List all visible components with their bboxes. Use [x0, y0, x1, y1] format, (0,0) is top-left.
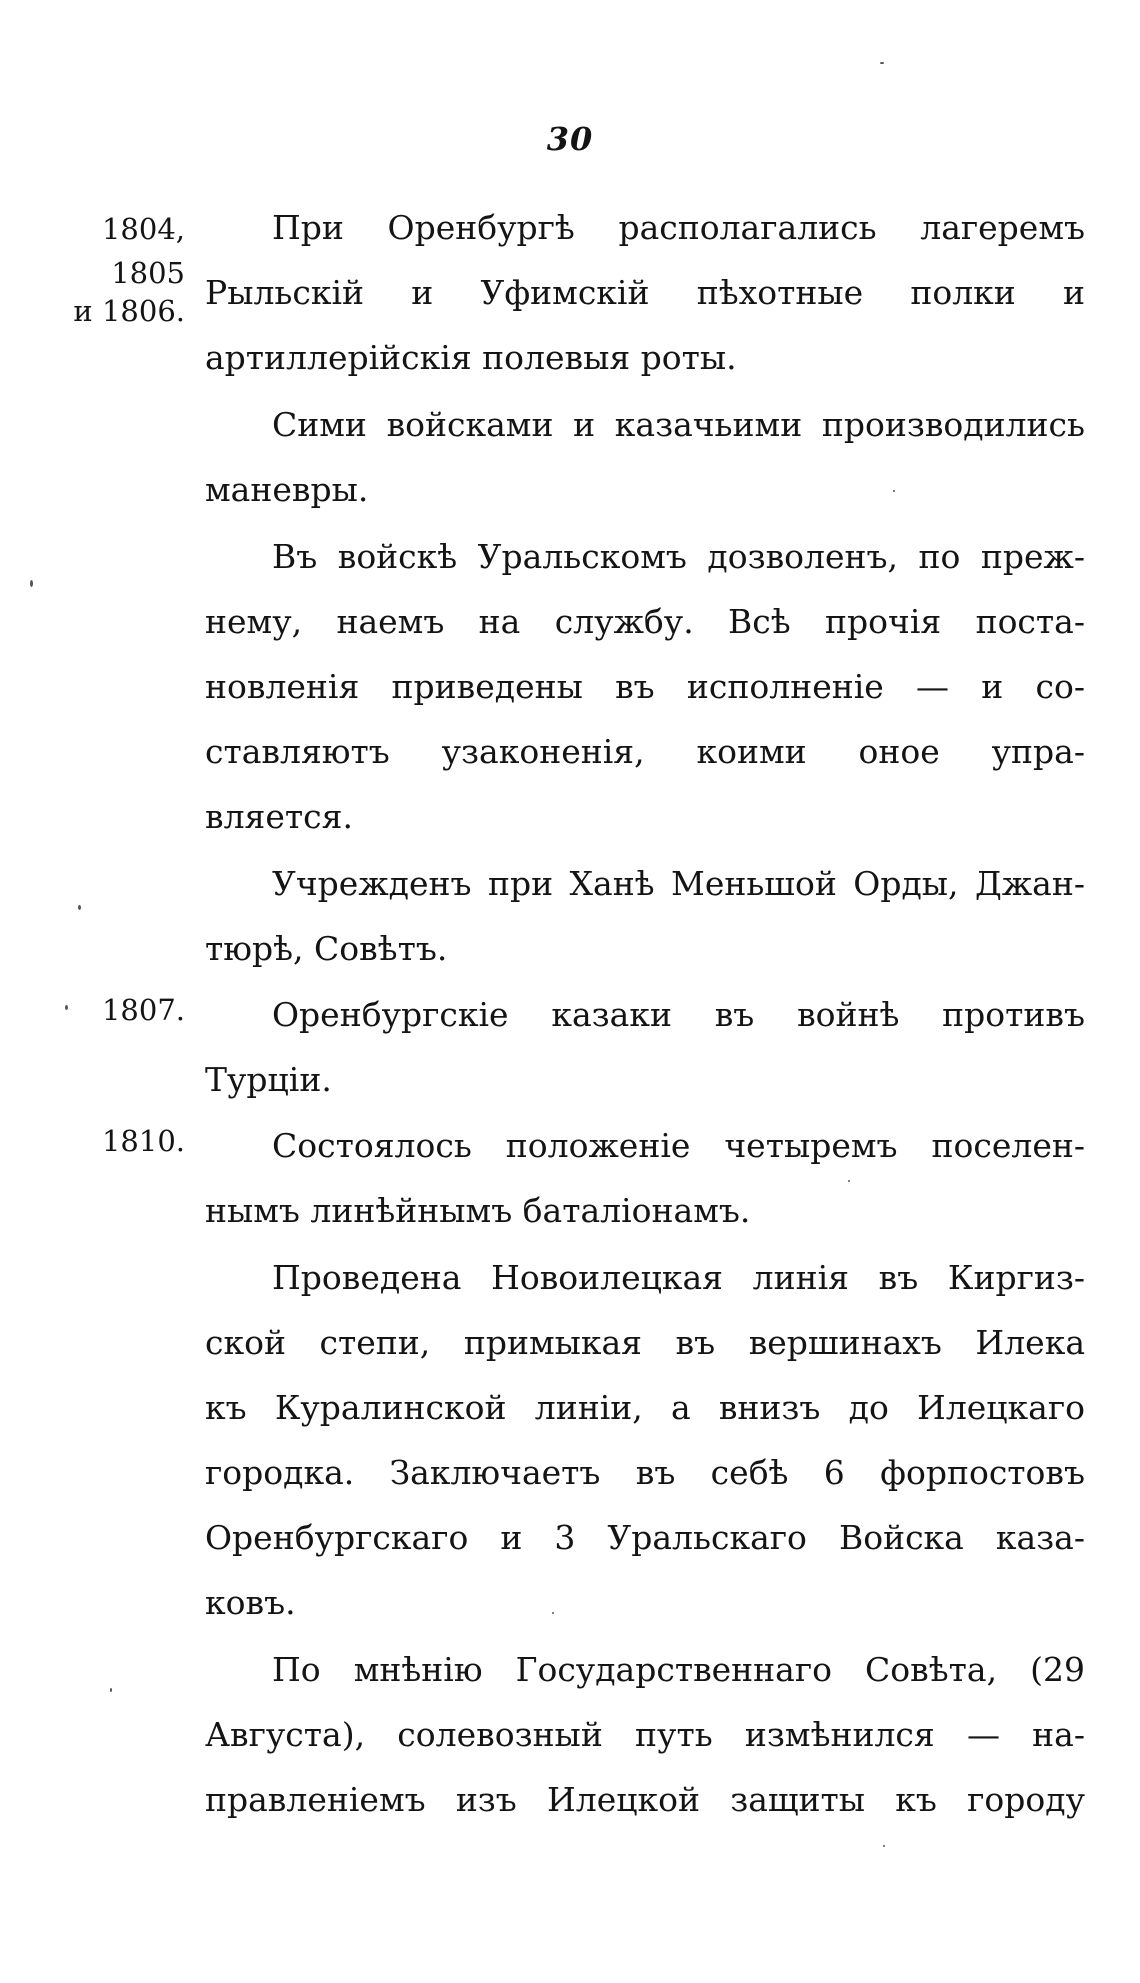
text-line: къ Куралинской линіи, а внизъ до Илецкаго [205, 1388, 1085, 1427]
text-line: Оренбургскіе казаки въ войнѣ противъ [272, 995, 1085, 1034]
margin-year-1810: 1810. [101, 1124, 185, 1158]
margin-year-1805: 1805 [111, 256, 185, 290]
scan-speck [110, 1688, 112, 1692]
scan-speck [848, 1180, 850, 1182]
text-line: Въ войскѣ Уральскомъ дозволенъ, по преж- [272, 537, 1085, 576]
text-line: Проведена Новоилецкая линія въ Киргиз- [272, 1258, 1085, 1297]
text-line: По мнѣнію Государственнаго Совѣта, (29 [272, 1650, 1085, 1689]
text-line: артиллерійскія полевыя роты. [205, 338, 737, 377]
text-line: Рыльскій и Уфимскій пѣхотные полки и [205, 273, 1085, 312]
text-line: Сими войсками и казачьими производились [272, 405, 1085, 444]
margin-year-1806: и 1806. [73, 294, 185, 328]
text-line: вляется. [205, 797, 353, 836]
margin-year-1804: 1804, [101, 212, 185, 246]
scan-speck [880, 62, 884, 64]
text-line: Состоялось положеніе четыремъ поселен- [272, 1126, 1085, 1165]
text-line: ковъ. [205, 1583, 296, 1622]
scan-speck [552, 1612, 554, 1614]
margin-year-1807: 1807. [101, 993, 185, 1027]
scan-speck [65, 1005, 68, 1010]
text-line: При Оренбургѣ располагались лагеремъ [272, 208, 1085, 247]
text-line: ской степи, примыкая въ вершинахъ Илека [205, 1323, 1085, 1362]
page-number: 30 [546, 120, 594, 158]
scan-speck [893, 490, 895, 492]
text-line: маневры. [205, 470, 369, 509]
text-line: ставляютъ узаконенія, коими оное упра- [205, 732, 1085, 771]
scan-speck [78, 905, 81, 910]
text-line: Августа), солевозный путь измѣнился — на- [205, 1715, 1085, 1754]
text-line: Оренбургскаго и 3 Уральскаго Войска каза- [205, 1518, 1085, 1557]
text-line: нему, наемъ на службу. Всѣ прочія поста- [205, 602, 1085, 641]
text-line: Учрежденъ при Ханѣ Меньшой Орды, Джан- [272, 864, 1085, 903]
text-line: городка. Заключаетъ въ себѣ 6 форпостовъ [205, 1453, 1085, 1492]
text-line: правленіемъ изъ Илецкой защиты къ городу [205, 1780, 1085, 1819]
scan-speck [30, 580, 33, 587]
text-line: Турціи. [205, 1060, 332, 1099]
text-line: тюрѣ, Совѣтъ. [205, 929, 448, 968]
text-line: нымъ линѣйнымъ баталіонамъ. [205, 1191, 751, 1230]
text-line: новленія приведены въ исполненіе — и со- [205, 667, 1085, 706]
scan-speck [883, 1845, 885, 1847]
